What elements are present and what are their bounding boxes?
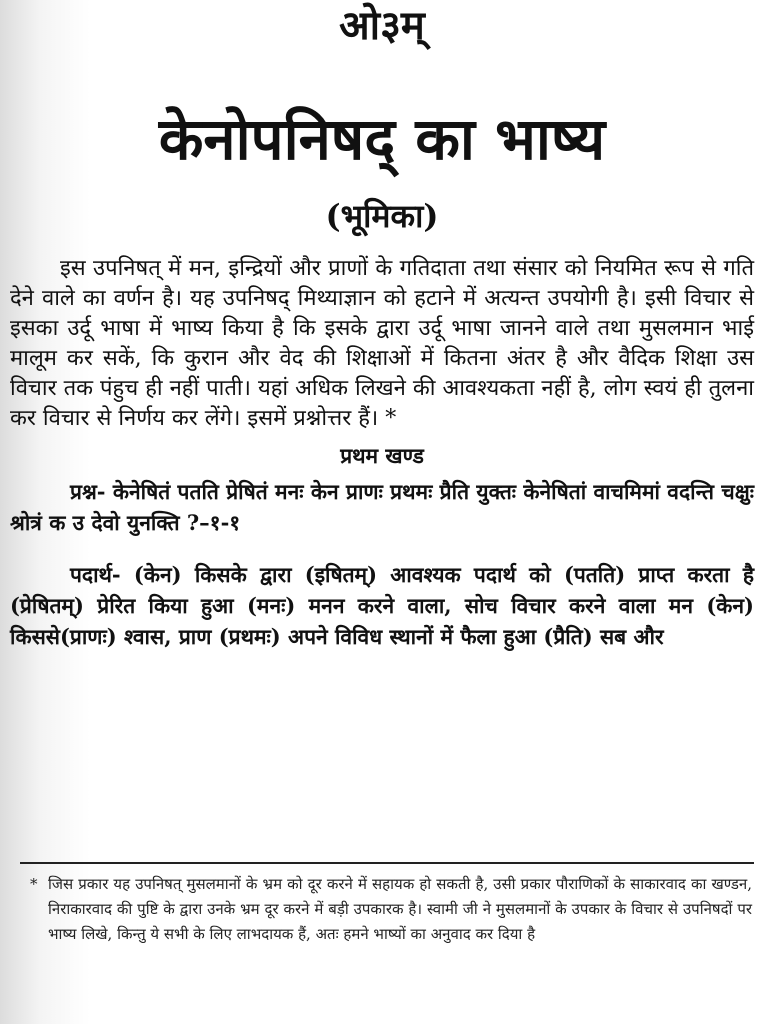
footnote-text: जिस प्रकार यह उपनिषत् मुसलमानों के भ्रम को दूर करने में सहायक हो सकती है, उसी प्रकार पौराणिकों के साकारवाद का खण्डन, निराकारवाद की पुष्टि के द्वारा उनके भ्रम दूर करने में बड़ी उपकारक है। स्वामी जी ने मुसलमानों के उपकार के विचार से उपनिषदों पर भाष्य लिखे, किन्तु ये सभी के लिए लाभदायक हैं, अतः हमने भाष्यों का अनुवाद कर दिया है <box>48 875 752 943</box>
question-paragraph <box>10 476 754 538</box>
section-heading: प्रथम खण्ड <box>340 443 424 468</box>
intro-paragraph <box>10 254 754 434</box>
meaning-paragraph <box>10 559 754 652</box>
om-heading: ओ३म् <box>339 2 425 49</box>
intro-text: इस उपनिषत् में मन, इन्द्रियों और प्राणों के गतिदाता तथा संसार को नियमित रूप से गति देने वाले का वर्णन है। यह उपनिषद् मिथ्याज्ञान को हटाने में अत्यन्त उपयोगी है। इसी विचार से इसका उर्दू भाषा में भाष्य किया है कि इसके द्वारा उर्दू भाषा जानने वाले तथा मुसलमान भाई मालूम कर सकें, कि कुरान और वेद की शिक्षाओं में कितना अंतर है और वैदिक शिक्षा उस विचार तक पंहुच ही नहीं पाती। यहां अधिक लिखने की आवश्यकता नहीं है, लोग स्वयं ही तुलना कर विचार से निर्णय कर लेंगे। इसमें प्रश्नोत्तर हैं। * <box>10 256 754 431</box>
meaning-text: पदार्थ- (केन) किसके द्वारा (इषितम्) आवश्यक पदार्थ को (पतति) प्राप्त करता है (प्रेषितम्) प्रेरित किया हुआ (मनः) मनन करने वाला, सोच विचार करने वाला मन (केन) किससे(प्राणः) श्वास, प्राण (प्रथमः) अपने विविध स्थानों में फैला हुआ (प्रैति) सब और <box>10 562 754 649</box>
document-subtitle: (भूमिका) <box>325 197 439 235</box>
footnote-divider <box>20 862 754 864</box>
footnote <box>30 872 752 947</box>
document-title: केनोपनिषद् का भाष्य <box>158 105 606 173</box>
title-container <box>10 62 754 188</box>
question-text: प्रश्न- केनेषितं पतति प्रेषितं मनः केन प्राणः प्रथमः प्रैति युक्तः केनेषितां वाचमिमां वदन्ति चक्षुः श्रोत्रं क उ देवो युनक्ति ?–१-१ <box>10 479 754 535</box>
footnote-mark: * <box>30 875 38 893</box>
